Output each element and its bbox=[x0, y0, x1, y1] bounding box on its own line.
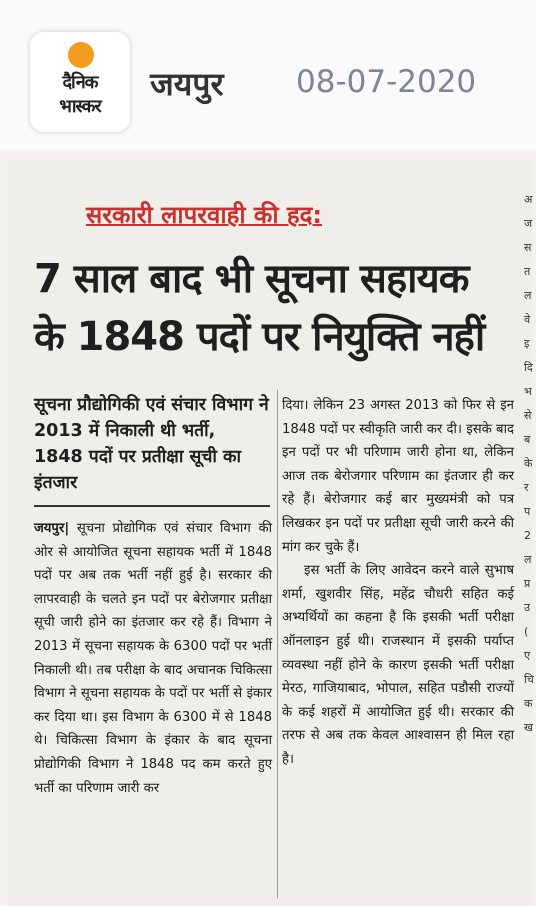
dateline: जयपुर| bbox=[34, 521, 70, 536]
edge-fragment: ख bbox=[524, 721, 533, 734]
column-separator bbox=[277, 390, 278, 898]
sun-dot-icon bbox=[68, 42, 94, 68]
logo-text-line1: दैनिक bbox=[62, 72, 98, 93]
edge-fragment: ब bbox=[524, 433, 531, 446]
edge-fragment: के bbox=[524, 457, 533, 470]
logo-text-line2: भास्कर bbox=[59, 96, 101, 117]
edge-fragment: ( bbox=[524, 625, 529, 638]
edge-fragment: क bbox=[524, 697, 533, 710]
bottom-strip bbox=[0, 906, 536, 918]
edge-fragment: प bbox=[524, 505, 531, 518]
edition-date: 08-07-2020 bbox=[296, 64, 477, 100]
edge-fragment: ल bbox=[524, 289, 532, 302]
article-body-left-column bbox=[34, 517, 272, 800]
subhead-divider bbox=[34, 505, 270, 507]
edge-fragment: ज bbox=[524, 217, 533, 230]
edge-fragment: भ bbox=[524, 385, 532, 398]
header-bar bbox=[0, 0, 536, 150]
edge-fragment: से bbox=[524, 409, 532, 422]
edition-city: जयपुर bbox=[150, 65, 224, 103]
headline-line-1: 7 साल बाद भी सूचना सहायक bbox=[34, 256, 469, 302]
article-headline bbox=[34, 250, 514, 366]
edge-fragment: चि bbox=[524, 673, 534, 686]
left-body-text: सूचना प्रोद्योगिक एवं संचार विभाग की ओर से आयोजित सूचना सहायक भर्ती में 1848 पदों पर अब तक भर्ती नहीं हुई है। सरकार की लापरवाही के चलते इन पदों पर बेरोजगार प्रतीक्षा सूची जारी होने का इंतजार कर रहे हैं। विभाग ने 2013 में सूचना सहायक के 6300 पदों पर भर्ती निकाली थी। तब परीक्षा के बाद अचानक चिकित्सा विभाग ने सूचना सहायक के पदों पर भर्ती से इंकार कर दिया था। इस विभाग के 6300 में से 1848 थे। चिकित्सा विभाग के इंकार के बाद सूचना प्रोद्योगिकी विभाग ने 1848 पद कम करते हुए भर्ती का परिणाम जारी कर bbox=[34, 521, 272, 796]
right-paragraph-1: दिया। लेकिन 23 अगस्त 2013 को फिर से इन 1848 पदों पर स्वीकृति जारी कर दी। इसके बाद इन पदों पर भी परिणाम जारी होना था, लेकिन आज तक बेरोजगार परिणाम का इंतजार ही कर रहे हैं। बेरोजगार कई बार मुख्यमंत्री को पत्र लिखकर इन पदों पर प्रतीक्षा सूची जारी करने की मांग कर चुके हैं। bbox=[282, 398, 514, 555]
article-body-right-column bbox=[282, 394, 514, 772]
edge-fragment: इ bbox=[524, 337, 530, 350]
adjacent-column-fragment bbox=[524, 188, 536, 740]
edge-fragment: दि bbox=[524, 361, 533, 374]
edge-fragment: स bbox=[524, 241, 532, 254]
dainik-bhaskar-logo bbox=[30, 32, 130, 132]
edge-fragment: 2 bbox=[524, 529, 531, 542]
edge-fragment: त bbox=[524, 265, 531, 278]
headline-line-2: के 1848 पदों पर नियुक्ति नहीं bbox=[34, 314, 485, 360]
edge-fragment: अ bbox=[524, 193, 533, 206]
edge-fragment: उ bbox=[524, 601, 531, 614]
article-kicker: सरकारी लापरवाही की हद: bbox=[86, 201, 322, 229]
article-subhead: सूचना प्रौद्योगिकी एवं संचार विभाग ने 2013 में निकाली थी भर्ती, 1848 पदों पर प्रतीक्षा सूची का इंतजार bbox=[34, 395, 269, 493]
edge-fragment: ल bbox=[524, 553, 532, 566]
right-paragraph-2: इस भर्ती के लिए आवेदन करने वाले सुभाष शर्मा, खुशवीर सिंह, महेंद्र चौधरी सहित कई अभ्यर्थियों का कहना है कि इसकी भर्ती परीक्षा ऑनलाइन हुई थी। राजस्थान में इसकी पर्याप्त व्यवस्था नहीं होने के कारण इसकी भर्ती परीक्षा मेरठ, गाजियाबाद, भोपाल, सहित पडौसी राज्यों के कई शहरों में आयोजित हुई थी। सरकार की तरफ से अब तक केवल आश्वासन ही मिल रहा है। bbox=[282, 563, 514, 767]
edge-fragment: वे bbox=[524, 313, 531, 326]
edge-fragment: ए bbox=[524, 649, 531, 662]
edge-fragment: र bbox=[524, 481, 529, 494]
edge-fragment: प्र bbox=[524, 577, 531, 590]
